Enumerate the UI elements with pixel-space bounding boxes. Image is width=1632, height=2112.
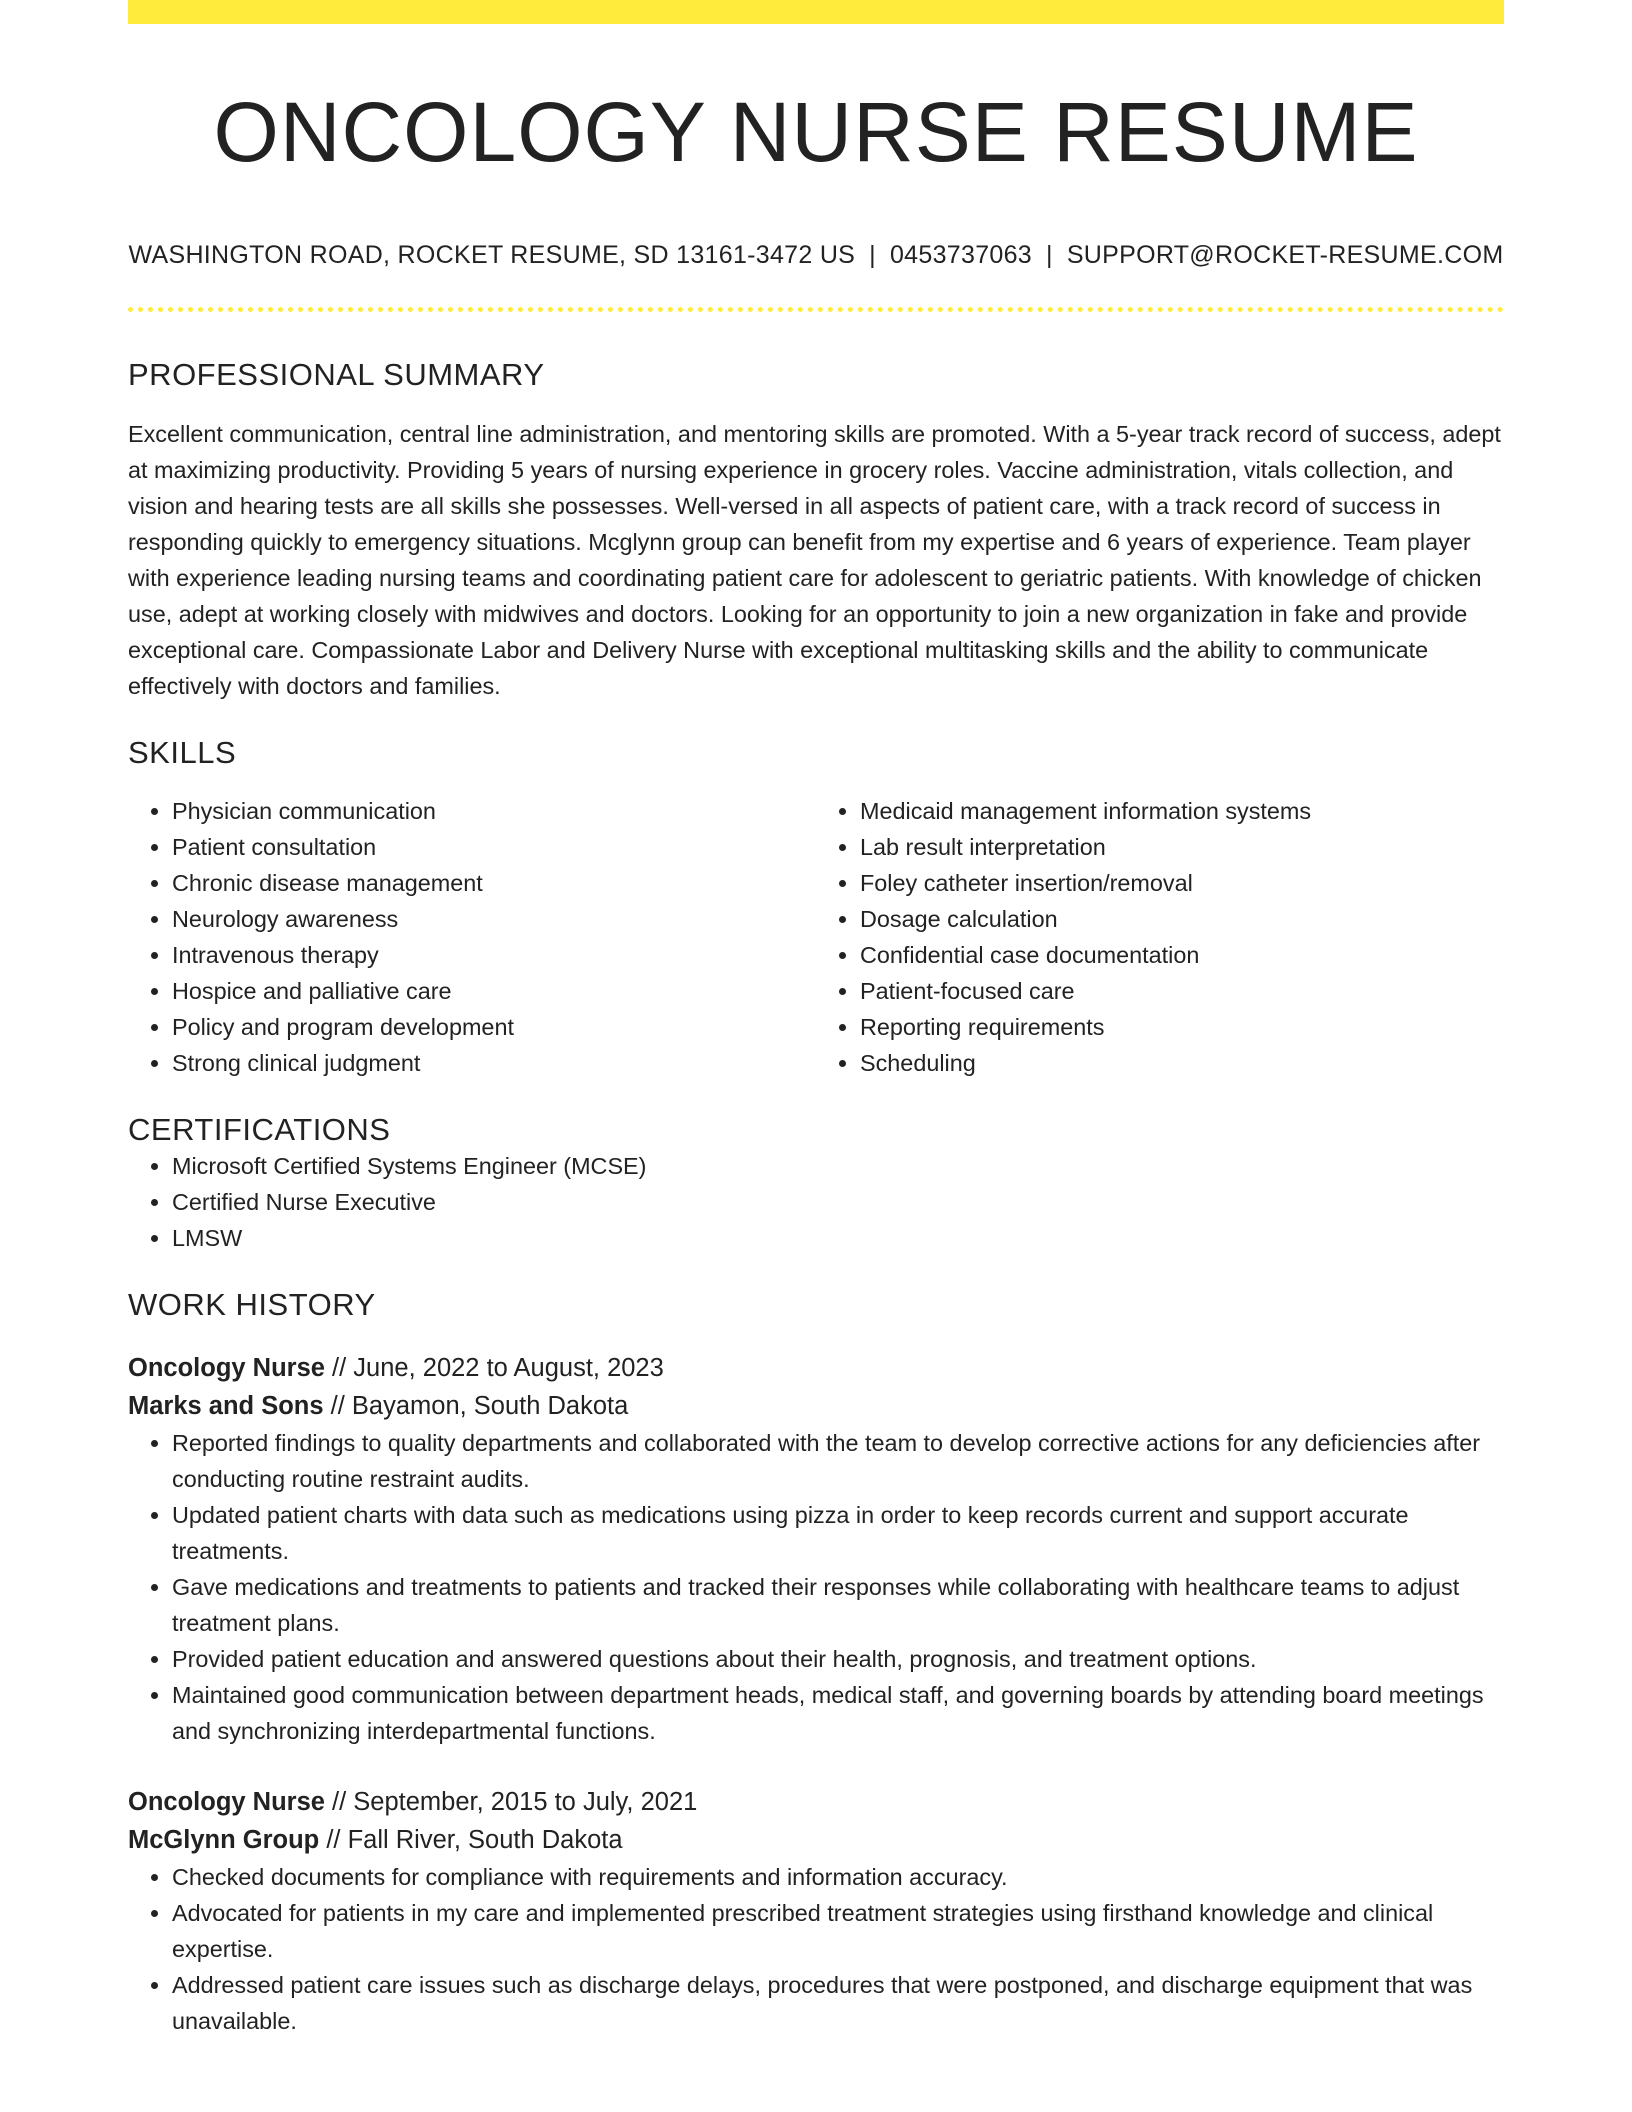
- skill-item: • Chronic disease management: [172, 865, 816, 901]
- skill-item: • Foley catheter insertion/removal: [860, 865, 1504, 901]
- job-company-line: [128, 1821, 1504, 1859]
- job-location: // Bayamon, South Dakota: [323, 1392, 629, 1421]
- job-dates: // June, 2022 to August, 2023: [324, 1354, 664, 1383]
- job-duty-item: • Updated patient charts with data such as medications using pizza in order to keep records current and support accurate treatments.: [172, 1497, 1504, 1569]
- skills-list-right: [816, 793, 1504, 1081]
- skill-item: • Neurology awareness: [172, 901, 816, 937]
- certifications-heading: CERTIFICATIONS: [128, 1111, 391, 1147]
- job-duty-item: • Reported findings to quality departments and collaborated with the team to develop corrective actions for any deficiencies after conducting routine restraint audits.: [172, 1425, 1504, 1497]
- skill-item: • Physician communication: [172, 793, 816, 829]
- job-duty-item: • Advocated for patients in my care and implemented prescribed treatment strategies using firsthand knowledge and clinical expertise.: [172, 1895, 1504, 1967]
- job-role-line: [128, 1349, 1504, 1387]
- skills-list-left: [128, 793, 816, 1081]
- job-duty-item: • Provided patient education and answered questions about their health, prognosis, and treatment options.: [172, 1641, 1504, 1677]
- job-role: Oncology Nurse: [128, 1354, 325, 1383]
- certification-item: • Certified Nurse Executive: [172, 1184, 1504, 1220]
- skill-item: • Patient consultation: [172, 829, 816, 865]
- contact-separator: |: [1046, 241, 1053, 270]
- skill-item: • Medicaid management information systems: [860, 793, 1504, 829]
- skill-item: • Intravenous therapy: [172, 937, 816, 973]
- job-duty-item: • Addressed patient care issues such as discharge delays, procedures that were postponed, and discharge equipment that was unavailable.: [172, 1967, 1504, 2039]
- job-duty-item: • Maintained good communication between department heads, medical staff, and governing boards by attending board meetings and synchronizing interdepartmental functions.: [172, 1677, 1504, 1749]
- skill-item: • Strong clinical judgment: [172, 1045, 816, 1081]
- job-role-line: [128, 1783, 1504, 1821]
- top-accent-bar: [128, 0, 1504, 24]
- skill-item: • Patient-focused care: [860, 973, 1504, 1009]
- skill-item: • Reporting requirements: [860, 1009, 1504, 1045]
- contact-address: WASHINGTON ROAD, ROCKET RESUME, SD 13161-3472 US: [128, 241, 856, 270]
- resume-title: ONCOLOGY NURSE RESUME: [213, 85, 1419, 179]
- skill-item: • Scheduling: [860, 1045, 1504, 1081]
- skills-heading: SKILLS: [128, 734, 237, 770]
- skill-item: • Confidential case documentation: [860, 937, 1504, 973]
- job-company-line: [128, 1387, 1504, 1425]
- dotted-divider: [128, 307, 1504, 312]
- job-entry: [128, 1783, 1504, 2039]
- contact-line: [128, 240, 1504, 270]
- certification-item: • LMSW: [172, 1220, 1504, 1256]
- skill-item: • Policy and program development: [172, 1009, 816, 1045]
- skill-item: • Lab result interpretation: [860, 829, 1504, 865]
- summary-text: Excellent communication, central line administration, and mentoring skills are promoted. With a 5-year track record of success, adept at maximizing productivity. Providing 5 years of nursing experience in grocery roles. Vaccine administration, vitals collection, and vision and hearing tests are all skills she possesses. Well-versed in all aspects of patient care, with a track record of success in responding quickly to emergency situations. Mcglynn group can benefit from my expertise and 6 years of experience. Team player with experience leading nursing teams and coordinating patient care for adolescent to geriatric patients. With knowledge of chicken use, adept at working closely with midwives and doctors. Looking for an opportunity to join a new organization in fake and provide exceptional care. Compassionate Labor and Delivery Nurse with exceptional multitasking skills and the ability to communicate effectively with doctors and families.: [128, 420, 1501, 699]
- contact-separator: |: [869, 241, 876, 270]
- contact-phone: 0453737063: [889, 241, 1033, 270]
- skills-column-right: [816, 793, 1504, 1081]
- skills-column-left: [128, 793, 816, 1081]
- contact-email: SUPPORT@ROCKET-RESUME.COM: [1066, 241, 1504, 270]
- job-role: Oncology Nurse: [128, 1788, 325, 1817]
- certifications-list: [128, 1148, 1504, 1256]
- job-dates: // September, 2015 to July, 2021: [324, 1788, 698, 1817]
- job-duty-item: • Checked documents for compliance with requirements and information accuracy.: [172, 1859, 1504, 1895]
- skills-grid: [128, 793, 1504, 1081]
- resume-page: [128, 0, 1504, 2039]
- job-duties-list: [128, 1425, 1504, 1749]
- summary-heading: PROFESSIONAL SUMMARY: [128, 357, 545, 393]
- job-company: Marks and Sons: [128, 1392, 324, 1421]
- work-history-heading: WORK HISTORY: [128, 1286, 376, 1322]
- job-entry: [128, 1349, 1504, 1749]
- skill-item: • Dosage calculation: [860, 901, 1504, 937]
- job-duties-list: [128, 1859, 1504, 2039]
- job-duty-item: • Gave medications and treatments to patients and tracked their responses while collaborating with healthcare teams to adjust treatment plans.: [172, 1569, 1504, 1641]
- certification-item: • Microsoft Certified Systems Engineer (MCSE): [172, 1148, 1504, 1184]
- job-location: // Fall River, South Dakota: [319, 1826, 623, 1855]
- skill-item: • Hospice and palliative care: [172, 973, 816, 1009]
- job-company: McGlynn Group: [128, 1826, 320, 1855]
